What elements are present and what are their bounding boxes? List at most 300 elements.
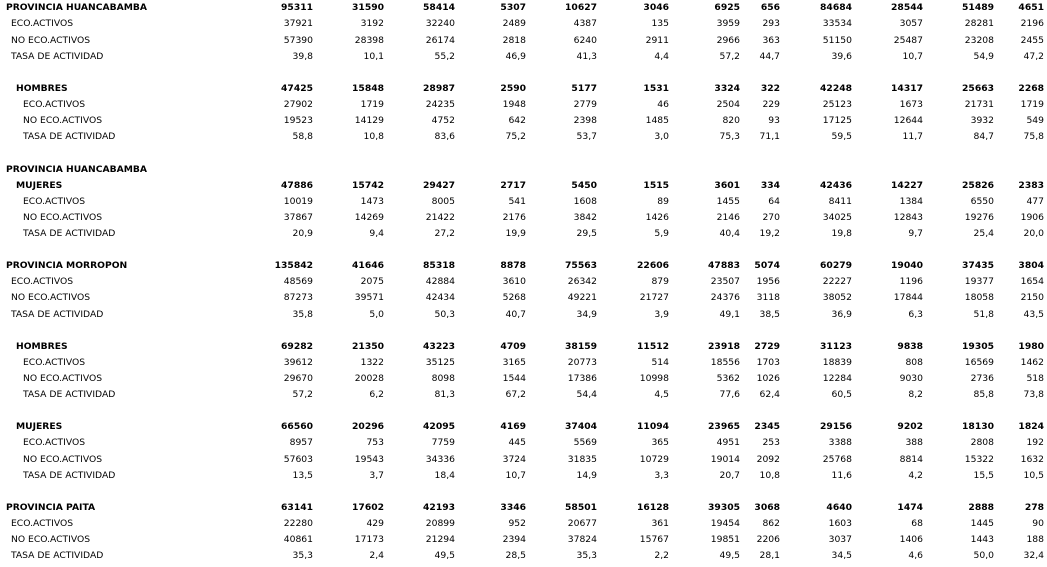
- table-section-row: [0, 339, 1047, 355]
- table-cell: 1980: [1018, 341, 1044, 352]
- table-cell: 35,3: [576, 550, 597, 561]
- table-cell: 57,2: [292, 389, 313, 400]
- table-cell: 87273: [283, 292, 313, 303]
- table-cell: 3804: [1018, 260, 1044, 271]
- table-cell: 34025: [822, 212, 852, 223]
- table-cell: 26342: [567, 276, 597, 287]
- table-cell: 6,3: [908, 309, 923, 320]
- table-cell: 54,4: [576, 389, 597, 400]
- table-cell: 28544: [891, 2, 923, 13]
- table-row: [0, 274, 1047, 290]
- row-label: HOMBRES: [16, 341, 68, 352]
- table-cell: 2818: [502, 35, 526, 46]
- table-cell: 2394: [502, 534, 526, 545]
- table-cell: 47,2: [1023, 51, 1044, 62]
- table-cell: 17173: [354, 534, 384, 545]
- row-label: TASA DE ACTIVIDAD: [23, 228, 116, 239]
- table-cell: 322: [760, 83, 780, 94]
- table-cell: 2383: [1018, 180, 1044, 191]
- table-cell: 8,2: [908, 389, 923, 400]
- table-row: [0, 435, 1047, 451]
- table-cell: 46,9: [505, 51, 526, 62]
- table-cell: 18,4: [434, 470, 455, 481]
- table-cell: 19543: [354, 454, 384, 465]
- table-row: [0, 97, 1047, 113]
- table-cell: 20,9: [292, 228, 313, 239]
- row-label: TASA DE ACTIVIDAD: [23, 470, 116, 481]
- table-cell: 43223: [423, 341, 455, 352]
- table-row: [0, 468, 1047, 484]
- table-cell: 2717: [500, 180, 526, 191]
- table-cell: 75,2: [505, 131, 526, 142]
- table-row: [0, 33, 1047, 49]
- table-cell: 60,5: [831, 389, 852, 400]
- table-cell: 3932: [970, 115, 994, 126]
- table-cell: 49,1: [719, 309, 740, 320]
- table-cell: 47886: [281, 180, 313, 191]
- table-cell: 37921: [283, 18, 313, 29]
- table-cell: 9202: [897, 421, 923, 432]
- table-cell: 3959: [716, 18, 740, 29]
- table-cell: 1026: [756, 373, 780, 384]
- table-cell: 14129: [354, 115, 384, 126]
- table-cell: 9,4: [369, 228, 384, 239]
- table-cell: 5268: [502, 292, 526, 303]
- table-cell: 753: [366, 437, 384, 448]
- row-label: TASA DE ACTIVIDAD: [11, 309, 104, 320]
- table-cell: 10,7: [902, 51, 923, 62]
- table-cell: 334: [760, 180, 780, 191]
- table-cell: 20677: [567, 518, 597, 529]
- table-row: [0, 371, 1047, 387]
- table-cell: 19523: [283, 115, 313, 126]
- table-cell: 84,7: [973, 131, 994, 142]
- table-cell: 1654: [1020, 276, 1044, 287]
- table-cell: 50,3: [434, 309, 455, 320]
- row-label: PROVINCIA HUANCABAMBA: [6, 164, 147, 175]
- row-label: TASA DE ACTIVIDAD: [23, 131, 116, 142]
- table-cell: 20773: [567, 357, 597, 368]
- table-cell: 3057: [899, 18, 923, 29]
- table-cell: 58501: [565, 502, 597, 513]
- table-cell: 55,2: [434, 51, 455, 62]
- table-cell: 518: [1026, 373, 1044, 384]
- table-row: [0, 452, 1047, 468]
- table-cell: 38052: [822, 292, 852, 303]
- table-cell: 3037: [828, 534, 852, 545]
- table-cell: 862: [762, 518, 780, 529]
- table-cell: 365: [651, 437, 669, 448]
- table-cell: 4387: [573, 18, 597, 29]
- table-cell: 2966: [716, 35, 740, 46]
- table-cell: 22227: [822, 276, 852, 287]
- table-cell: 2,4: [369, 550, 384, 561]
- table-cell: 18839: [822, 357, 852, 368]
- table-cell: 1531: [643, 83, 669, 94]
- table-cell: 34,9: [576, 309, 597, 320]
- table-row: [0, 210, 1047, 226]
- table-cell: 14317: [891, 83, 923, 94]
- table-cell: 38159: [565, 341, 597, 352]
- table-cell: 41,3: [576, 51, 597, 62]
- table-cell: 17844: [893, 292, 923, 303]
- table-cell: 67,2: [505, 389, 526, 400]
- table-cell: 12843: [893, 212, 923, 223]
- table-cell: 514: [651, 357, 669, 368]
- table-cell: 445: [508, 437, 526, 448]
- table-cell: 8957: [289, 437, 313, 448]
- table-cell: 31835: [567, 454, 597, 465]
- table-cell: 35125: [425, 357, 455, 368]
- table-cell: 3388: [828, 437, 852, 448]
- table-cell: 73,8: [1023, 389, 1044, 400]
- table-cell: 14,9: [576, 470, 597, 481]
- table-cell: 2345: [754, 421, 780, 432]
- table-cell: 549: [1026, 115, 1044, 126]
- table-cell: 25123: [822, 99, 852, 110]
- table-cell: 23965: [708, 421, 740, 432]
- table-cell: 43,5: [1023, 309, 1044, 320]
- table-cell: 48569: [283, 276, 313, 287]
- table-cell: 25826: [962, 180, 994, 191]
- row-label: ECO.ACTIVOS: [23, 357, 86, 368]
- table-cell: 8878: [500, 260, 526, 271]
- table-cell: 3724: [502, 454, 526, 465]
- table-cell: 4651: [1018, 2, 1044, 13]
- table-cell: 49221: [567, 292, 597, 303]
- row-label: TASA DE ACTIVIDAD: [11, 550, 104, 561]
- table-cell: 6925: [714, 2, 740, 13]
- table-cell: 34336: [425, 454, 455, 465]
- table-cell: 24235: [425, 99, 455, 110]
- table-cell: 16128: [637, 502, 669, 513]
- table-cell: 388: [905, 437, 923, 448]
- table-cell: 49,5: [434, 550, 455, 561]
- table-cell: 1632: [1020, 454, 1044, 465]
- table-section-row: [0, 500, 1047, 516]
- table-cell: 36,9: [831, 309, 852, 320]
- table-cell: 20899: [425, 518, 455, 529]
- table-cell: 361: [651, 518, 669, 529]
- table-cell: 28398: [354, 35, 384, 46]
- table-cell: 17602: [352, 502, 384, 513]
- table-cell: 6550: [970, 196, 994, 207]
- table-cell: 3,3: [654, 470, 669, 481]
- table-cell: 6240: [573, 35, 597, 46]
- table-cell: 21727: [639, 292, 669, 303]
- table-cell: 42248: [820, 83, 852, 94]
- table-cell: 2736: [970, 373, 994, 384]
- table-cell: 3192: [360, 18, 384, 29]
- table-cell: 19305: [962, 341, 994, 352]
- table-row: [0, 387, 1047, 403]
- table-cell: 2146: [716, 212, 740, 223]
- row-label: NO ECO.ACTIVOS: [11, 35, 91, 46]
- table-cell: 42095: [423, 421, 455, 432]
- table-cell: 4752: [431, 115, 455, 126]
- table-cell: 19851: [710, 534, 740, 545]
- table-cell: 47425: [281, 83, 313, 94]
- table-cell: 29,5: [576, 228, 597, 239]
- table-cell: 8814: [899, 454, 923, 465]
- table-row: [0, 226, 1047, 242]
- table-cell: 59,5: [831, 131, 852, 142]
- table-cell: 1474: [897, 502, 923, 513]
- table-cell: 58414: [423, 2, 455, 13]
- table-cell: 15,5: [973, 470, 994, 481]
- table-cell: 2196: [1020, 18, 1044, 29]
- table-cell: 60279: [820, 260, 852, 271]
- table-cell: 42436: [820, 180, 852, 191]
- table-cell: 35,8: [292, 309, 313, 320]
- table-cell: 19276: [964, 212, 994, 223]
- table-cell: 25,4: [973, 228, 994, 239]
- table-row: [0, 355, 1047, 371]
- table-cell: 8005: [431, 196, 455, 207]
- table-cell: 16569: [964, 357, 994, 368]
- table-cell: 4640: [826, 502, 852, 513]
- table-cell: 1603: [828, 518, 852, 529]
- table-cell: 31590: [352, 2, 384, 13]
- table-cell: 3842: [573, 212, 597, 223]
- table-cell: 4709: [500, 341, 526, 352]
- table-cell: 192: [1026, 437, 1044, 448]
- table-cell: 75563: [565, 260, 597, 271]
- table-cell: 85318: [423, 260, 455, 271]
- row-label: NO ECO.ACTIVOS: [11, 292, 91, 303]
- row-label: TASA DE ACTIVIDAD: [11, 51, 104, 62]
- table-cell: 22606: [637, 260, 669, 271]
- table-cell: 23507: [710, 276, 740, 287]
- table-cell: 24376: [710, 292, 740, 303]
- table-cell: 135: [651, 18, 669, 29]
- table-cell: 25663: [962, 83, 994, 94]
- table-cell: 18556: [710, 357, 740, 368]
- row-label: ECO.ACTIVOS: [11, 276, 74, 287]
- table-cell: 20028: [354, 373, 384, 384]
- table-cell: 75,8: [1023, 131, 1044, 142]
- table-cell: 42193: [423, 502, 455, 513]
- table-cell: 25768: [822, 454, 852, 465]
- row-label: NO ECO.ACTIVOS: [11, 534, 91, 545]
- table-cell: 229: [762, 99, 780, 110]
- table-cell: 58,8: [292, 131, 313, 142]
- table-cell: 11,6: [831, 470, 852, 481]
- table-cell: 3601: [714, 180, 740, 191]
- table-cell: 1485: [645, 115, 669, 126]
- table-cell: 15848: [352, 83, 384, 94]
- row-label: NO ECO.ACTIVOS: [23, 115, 103, 126]
- table-cell: 19454: [710, 518, 740, 529]
- table-cell: 429: [366, 518, 384, 529]
- table-cell: 42434: [425, 292, 455, 303]
- table-cell: 5177: [571, 83, 597, 94]
- table-cell: 46: [657, 99, 669, 110]
- table-cell: 1455: [716, 196, 740, 207]
- table-cell: 18130: [962, 421, 994, 432]
- table-cell: 35,3: [292, 550, 313, 561]
- table-cell: 4,5: [654, 389, 669, 400]
- table-cell: 19,2: [759, 228, 780, 239]
- table-cell: 10,8: [363, 131, 384, 142]
- table-cell: 10019: [283, 196, 313, 207]
- table-cell: 21294: [425, 534, 455, 545]
- table-section-row: [0, 419, 1047, 435]
- table-row: [0, 290, 1047, 306]
- table-cell: 1384: [899, 196, 923, 207]
- table-row: [0, 16, 1047, 32]
- table-row: [0, 548, 1047, 564]
- table-cell: 22280: [283, 518, 313, 529]
- table-cell: 75,3: [719, 131, 740, 142]
- table-cell: 10998: [639, 373, 669, 384]
- table-cell: 3118: [756, 292, 780, 303]
- table-cell: 2075: [360, 276, 384, 287]
- table-cell: 2150: [1020, 292, 1044, 303]
- row-label: ECO.ACTIVOS: [23, 196, 86, 207]
- table-row: [0, 194, 1047, 210]
- table-cell: 51,8: [973, 309, 994, 320]
- table-cell: 27902: [283, 99, 313, 110]
- table-cell: 18058: [964, 292, 994, 303]
- table-row: [0, 516, 1047, 532]
- table-cell: 90: [1032, 518, 1044, 529]
- table-cell: 62,4: [759, 389, 780, 400]
- table-cell: 39571: [354, 292, 384, 303]
- row-label: PROVINCIA HUANCABAMBA: [6, 2, 147, 13]
- table-cell: 2590: [500, 83, 526, 94]
- table-cell: 68: [911, 518, 923, 529]
- table-cell: 10,5: [1023, 470, 1044, 481]
- table-cell: 77,6: [719, 389, 740, 400]
- table-cell: 2779: [573, 99, 597, 110]
- row-label: NO ECO.ACTIVOS: [23, 212, 103, 223]
- row-label: TASA DE ACTIVIDAD: [23, 389, 116, 400]
- table-cell: 29670: [283, 373, 313, 384]
- table-cell: 40,4: [719, 228, 740, 239]
- table-cell: 15742: [352, 180, 384, 191]
- table-cell: 1948: [502, 99, 526, 110]
- table-cell: 270: [762, 212, 780, 223]
- table-cell: 26174: [425, 35, 455, 46]
- table-cell: 57390: [283, 35, 313, 46]
- table-cell: 28987: [423, 83, 455, 94]
- table-cell: 20,0: [1023, 228, 1044, 239]
- table-cell: 19014: [710, 454, 740, 465]
- table-cell: 40,7: [505, 309, 526, 320]
- row-label: PROVINCIA PAITA: [6, 502, 96, 513]
- table-cell: 3,0: [654, 131, 669, 142]
- table-cell: 39612: [283, 357, 313, 368]
- table-cell: 39,6: [831, 51, 852, 62]
- table-cell: 19,9: [505, 228, 526, 239]
- table-cell: 11094: [637, 421, 669, 432]
- table-cell: 10729: [639, 454, 669, 465]
- table-cell: 5307: [500, 2, 526, 13]
- table-cell: 2888: [968, 502, 994, 513]
- table-cell: 10627: [565, 2, 597, 13]
- table-cell: 49,5: [719, 550, 740, 561]
- table-cell: 12644: [893, 115, 923, 126]
- table-cell: 13,5: [292, 470, 313, 481]
- table-cell: 4169: [500, 421, 526, 432]
- table-cell: 40861: [283, 534, 313, 545]
- table-cell: 2729: [754, 341, 780, 352]
- table-cell: 50,0: [973, 550, 994, 561]
- table-row: [0, 307, 1047, 323]
- table-row: [0, 49, 1047, 65]
- table-cell: 2206: [756, 534, 780, 545]
- table-cell: 1703: [756, 357, 780, 368]
- table-cell: 41646: [352, 260, 384, 271]
- table-cell: 39,8: [292, 51, 313, 62]
- table-cell: 278: [1024, 502, 1044, 513]
- table-cell: 10,1: [363, 51, 384, 62]
- table-cell: 71,1: [759, 131, 780, 142]
- table-cell: 8411: [828, 196, 852, 207]
- table-cell: 19,8: [831, 228, 852, 239]
- table-section-row: [0, 178, 1047, 194]
- table-cell: 17386: [567, 373, 597, 384]
- table-cell: 4951: [716, 437, 740, 448]
- table-cell: 19040: [891, 260, 923, 271]
- table-cell: 3346: [500, 502, 526, 513]
- row-label: PROVINCIA MORROPON: [6, 260, 128, 271]
- table-cell: 81,3: [434, 389, 455, 400]
- table-cell: 39305: [708, 502, 740, 513]
- table-cell: 363: [762, 35, 780, 46]
- table-cell: 253: [762, 437, 780, 448]
- table-cell: 20296: [352, 421, 384, 432]
- table-cell: 642: [508, 115, 526, 126]
- table-cell: 2268: [1018, 83, 1044, 94]
- table-cell: 27,2: [434, 228, 455, 239]
- table-cell: 54,9: [973, 51, 994, 62]
- table-cell: 29427: [423, 180, 455, 191]
- table-cell: 37404: [565, 421, 597, 432]
- table-cell: 2176: [502, 212, 526, 223]
- table-cell: 1906: [1020, 212, 1044, 223]
- table-cell: 4,4: [654, 51, 669, 62]
- row-label: ECO.ACTIVOS: [11, 18, 74, 29]
- table-cell: 11512: [637, 341, 669, 352]
- table-cell: 1426: [645, 212, 669, 223]
- table-section-row: [0, 0, 1047, 16]
- table-cell: 541: [508, 196, 526, 207]
- table-cell: 1462: [1020, 357, 1044, 368]
- table-row: [0, 129, 1047, 145]
- table-cell: 3324: [714, 83, 740, 94]
- table-section-row: [0, 162, 1047, 178]
- table-cell: 38,5: [759, 309, 780, 320]
- table-cell: 69282: [281, 341, 313, 352]
- table-cell: 3068: [754, 502, 780, 513]
- table-cell: 3,9: [654, 309, 669, 320]
- table-section-row: [0, 81, 1047, 97]
- table-row: [0, 532, 1047, 548]
- table-cell: 188: [1026, 534, 1044, 545]
- table-cell: 1719: [1020, 99, 1044, 110]
- table-cell: 66560: [281, 421, 313, 432]
- table-cell: 5074: [754, 260, 780, 271]
- table-cell: 23208: [964, 35, 994, 46]
- table-cell: 51489: [962, 2, 994, 13]
- table-cell: 9030: [899, 373, 923, 384]
- table-cell: 29156: [820, 421, 852, 432]
- table-cell: 33534: [822, 18, 852, 29]
- table-cell: 9838: [897, 341, 923, 352]
- table-cell: 63141: [281, 502, 313, 513]
